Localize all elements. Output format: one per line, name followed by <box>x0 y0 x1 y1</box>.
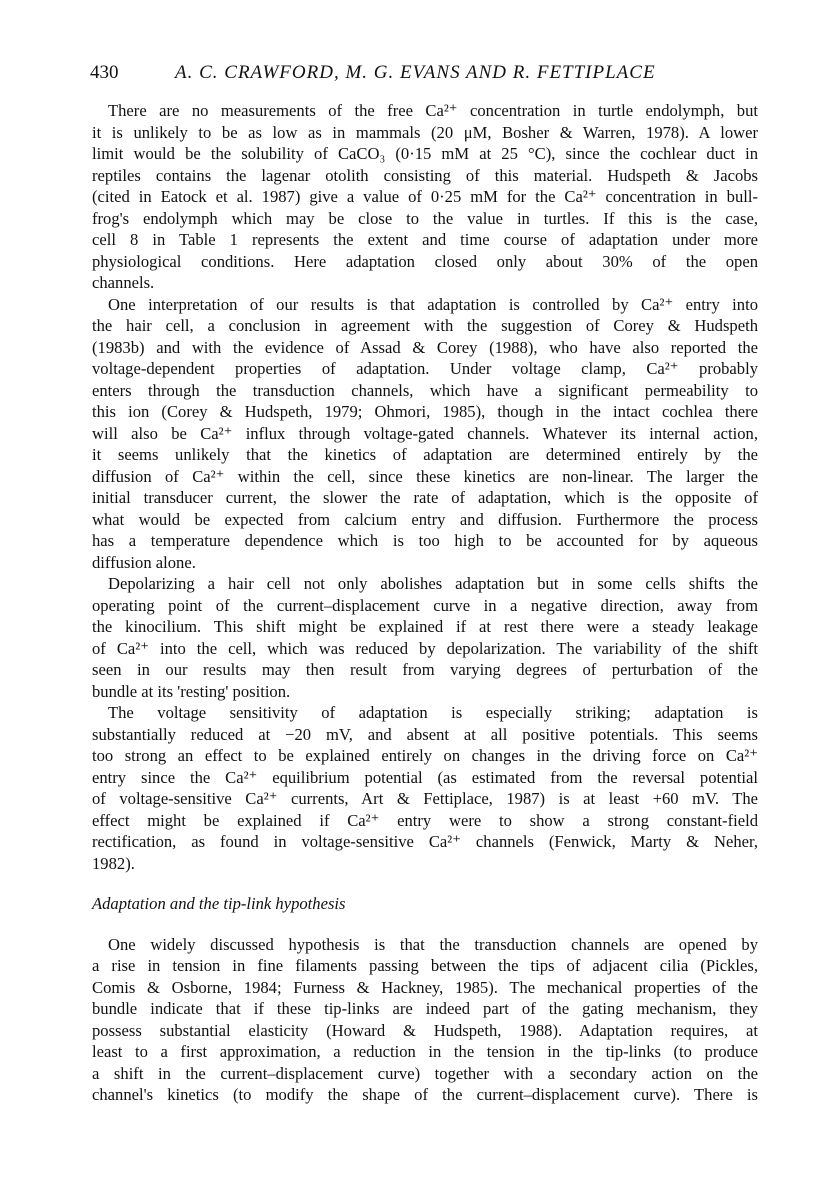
text-line: Depolarizing a hair cell not only abolishes adaptation but in some cells shifts the <box>108 574 758 593</box>
page-header <box>90 62 762 88</box>
running-head: A. C. CRAWFORD, M. G. EVANS AND R. FETTIPLACE <box>175 62 656 83</box>
text-line: of Ca²⁺ into the cell, which was reduced by depolarization. The variability of the shift <box>92 638 758 658</box>
paragraph <box>92 573 758 702</box>
text-line: limit would be the solubility of CaCO₃ (0·15 mM at 25 °C), since the cochlear duct in <box>92 144 758 163</box>
text-line: 1982). <box>92 853 135 873</box>
text-line: (1983b) and with the evidence of Assad & Corey (1988), who have also reported the <box>92 337 758 357</box>
text-line: the kinocilium. This shift might be explained if at rest there were a steady leakage <box>92 617 758 636</box>
text-line: One widely discussed hypothesis is that the transduction channels are opened by <box>108 934 758 954</box>
text-line: cell 8 in Table 1 represents the extent and time course of adaptation under more <box>92 230 758 249</box>
text-line: channels. <box>92 273 155 292</box>
paragraph <box>92 934 758 1106</box>
section-heading: Adaptation and the tip-link hypothesis <box>92 894 346 913</box>
text-line: The voltage sensitivity of adaptation is especially striking; adaptation is <box>108 703 758 722</box>
text-line: diffusion alone. <box>92 552 196 572</box>
text-line: seen in our results may then result from varying degrees of perturbation of the <box>92 660 758 679</box>
text-line: operating point of the current–displacement curve in a negative direction, away from <box>92 595 758 615</box>
text-line: will also be Ca²⁺ influx through voltage-gated channels. Whatever its internal action, <box>92 423 758 443</box>
article-body <box>92 100 758 1106</box>
text-line: a rise in tension in fine filaments passing between the tips of adjacent cilia (Pickles, <box>92 956 758 975</box>
text-line: possess substantial elasticity (Howard & Hudspeth, 1988). Adaptation requires, at <box>92 1020 758 1040</box>
paragraph <box>92 294 758 574</box>
text-line: it seems unlikely that the kinetics of adaptation are determined entirely by the <box>92 445 758 464</box>
text-line: physiological conditions. Here adaptation closed only about 30% of the open <box>92 251 758 271</box>
text-line: this ion (Corey & Hudspeth, 1979; Ohmori, 1985), though in the intact cochlea there <box>92 402 758 421</box>
text-line: frog's endolymph which may be close to the value in turtles. If this is the case, <box>92 208 758 228</box>
text-line: least to a first approximation, a reduction in the tension in the tip-links (to produce <box>92 1042 758 1061</box>
text-line: (cited in Eatock et al. 1987) give a value of 0·25 mM for the Ca²⁺ concentration in bull- <box>92 187 758 206</box>
text-line: it is unlikely to be as low as in mammals (20 μM, Bosher & Warren, 1978). A lower <box>92 122 758 142</box>
text-line: a shift in the current–displacement curve) together with a secondary action on the <box>92 1063 758 1083</box>
text-line: entry since the Ca²⁺ equilibrium potential (as estimated from the reversal potential <box>92 767 758 787</box>
page-number: 430 <box>90 62 119 83</box>
text-line: There are no measurements of the free Ca²⁺ concentration in turtle endolymph, but <box>108 101 758 120</box>
text-line: diffusion of Ca²⁺ within the cell, since these kinetics are non-linear. The larger the <box>92 466 758 486</box>
text-line: bundle indicate that if these tip-links are indeed part of the gating mechanism, they <box>92 999 758 1018</box>
text-line: rectification, as found in voltage-sensitive Ca²⁺ channels (Fenwick, Marty & Neher, <box>92 832 758 851</box>
text-line: Comis & Osborne, 1984; Furness & Hackney, 1985). The mechanical properties of the <box>92 977 758 997</box>
text-line: of voltage-sensitive Ca²⁺ currents, Art & Fettiplace, 1987) is at least +60 mV. The <box>92 789 758 808</box>
text-line: has a temperature dependence which is too high to be accounted for by aqueous <box>92 531 758 550</box>
text-line: substantially reduced at −20 mV, and absent at all positive potentials. This seems <box>92 724 758 744</box>
text-line: One interpretation of our results is that adaptation is controlled by Ca²⁺ entry into <box>108 294 758 314</box>
text-line: voltage-dependent properties of adaptation. Under voltage clamp, Ca²⁺ probably <box>92 359 758 378</box>
text-line: too strong an effect to be explained entirely on changes in the driving force on Ca²⁺ <box>92 746 758 765</box>
text-line: reptiles contains the lagenar otolith consisting of this material. Hudspeth & Jacobs <box>92 165 758 185</box>
text-line: bundle at its 'resting' position. <box>92 681 291 701</box>
paragraph <box>92 100 758 294</box>
text-line: what would be expected from calcium entry and diffusion. Furthermore the process <box>92 509 758 529</box>
text-line: initial transducer current, the slower the rate of adaptation, which is the opposite of <box>92 488 758 507</box>
paragraph <box>92 702 758 874</box>
text-line: enters through the transduction channels, which have a significant permeability to <box>92 380 758 400</box>
text-line: effect might be explained if Ca²⁺ entry were to show a strong constant-field <box>92 810 758 830</box>
text-line: the hair cell, a conclusion in agreement with the suggestion of Corey & Hudspeth <box>92 316 758 335</box>
text-line: channel's kinetics (to modify the shape of the current–displacement curve). There is <box>92 1085 758 1104</box>
